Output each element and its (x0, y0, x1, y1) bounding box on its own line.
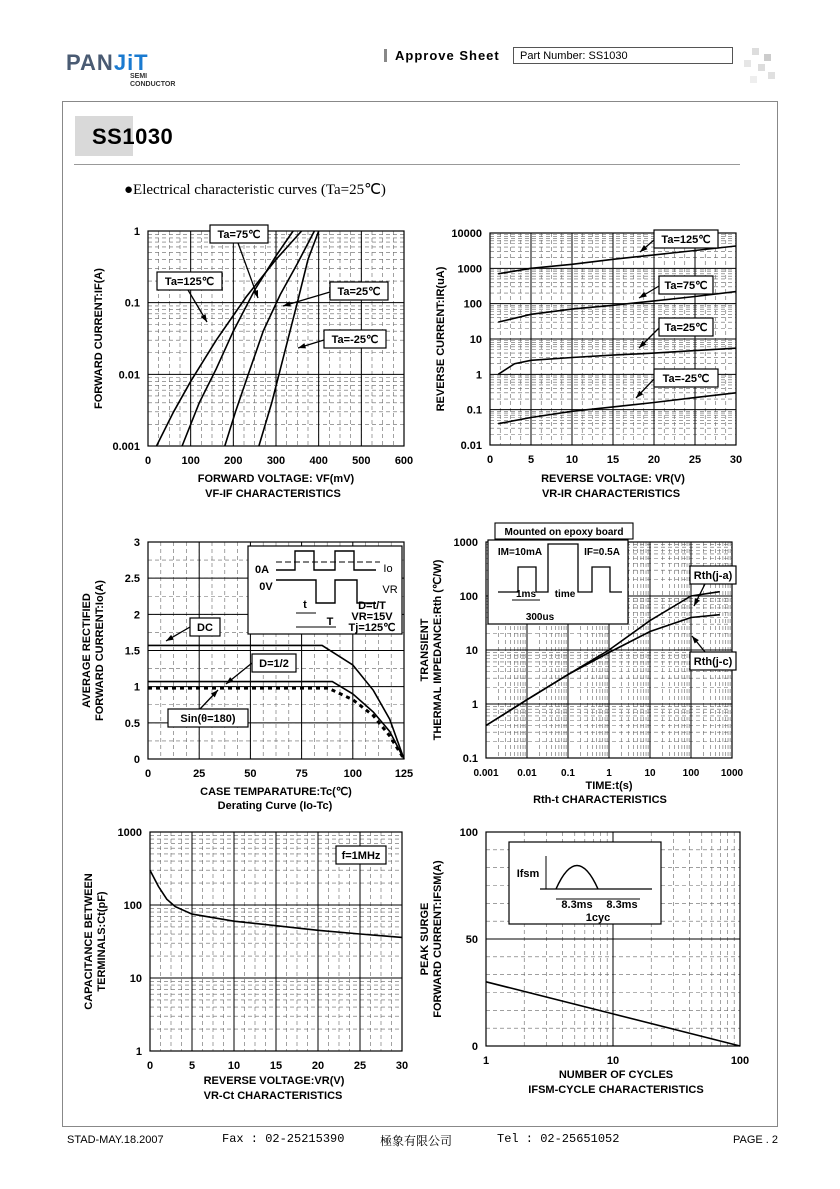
x-tick-label: 15 (269, 1060, 283, 1072)
legend-label (336, 846, 386, 864)
legend-text: Sin(θ=180) (180, 713, 236, 725)
y-axis-label-line1: AVERAGE RECTIFIED (81, 593, 93, 708)
x-tick-label: 5 (188, 1060, 196, 1072)
x-tick-label: 50 (244, 768, 257, 780)
chart-title: IFSM-CYCLE CHARACTERISTICS (528, 1084, 704, 1096)
x-axis-label: REVERSE VOLTAGE: VR(V) (541, 473, 685, 485)
inset-label: D=t/T (358, 600, 386, 612)
chart-5 (83, 827, 408, 1102)
x-axis-label: REVERSE VOLTAGE:VR(V) (203, 1075, 345, 1087)
part-number-value: SS1030 (588, 50, 628, 62)
legend-label (157, 272, 222, 290)
x-tick-label: 10 (644, 768, 656, 779)
inset-label: t (303, 599, 307, 611)
chart-title: Derating Curve (Io-Tc) (217, 800, 333, 812)
y-tick-label: 0 (133, 754, 140, 766)
x-tick-label: 100 (682, 768, 700, 779)
logo-sub-conductor: CONDUCTOR (130, 81, 176, 88)
y-axis-label-line2: FORWARD CURRENT:Io(A) (94, 580, 106, 721)
y-tick-label: 2 (133, 609, 140, 622)
y-tick-label: 1000 (457, 263, 482, 276)
inset-label: Io (383, 563, 393, 575)
x-axis-label: TIME:t(s) (585, 780, 633, 792)
x-tick-label: 20 (311, 1060, 325, 1072)
legend-text: Ta=-25℃ (331, 334, 379, 346)
chart-1 (93, 226, 413, 500)
x-tick-label: 100 (343, 768, 362, 780)
y-axis-label: REVERSE CURRENT:IR(uA) (435, 266, 447, 412)
legend-text: Ta=75℃ (664, 280, 708, 292)
inset-label: 8.3ms (606, 899, 638, 911)
y-axis-label: FORWARD CURRENT:IF(A) (93, 268, 105, 409)
inset-label: 1ms (515, 589, 537, 600)
x-tick-label: 15 (606, 454, 620, 466)
x-tick-label: 1 (606, 768, 612, 779)
inset-label: 300us (525, 612, 555, 623)
inset-label: T (326, 616, 334, 628)
x-tick-label: 0.1 (561, 768, 575, 779)
footer-doc-id: STAD-MAY.18.2007 (67, 1134, 164, 1146)
legend-label (654, 369, 718, 387)
y-axis-label-line1: TRANSIENT (419, 618, 431, 682)
y-axis-label-line2: FORWARD CURRENT:IFSM(A) (432, 860, 444, 1018)
inset-label: 8.3ms (561, 899, 593, 911)
legend-text: Ta=125℃ (661, 234, 711, 246)
logo-pan: PAN (66, 50, 114, 75)
legend-label (659, 276, 713, 294)
footer-page: PAGE . 2 (733, 1134, 779, 1146)
x-tick-label: 125 (394, 768, 414, 780)
y-axis-label (419, 860, 444, 1018)
x-tick-label: 10 (227, 1060, 241, 1072)
chart-title: VR-Ct CHARACTERISTICS (203, 1090, 343, 1102)
chart-title: VF-IF CHARACTERISTICS (205, 488, 341, 500)
inset-label: VR (382, 584, 398, 596)
x-tick-label: 0 (144, 768, 152, 780)
y-tick-label: 0.1 (124, 297, 140, 310)
y-tick-label: 100 (459, 827, 478, 839)
x-tick-label: 0 (144, 455, 152, 467)
y-tick-label: 10 (129, 973, 142, 985)
chart-2 (435, 228, 742, 500)
footer-fax: Fax : 02-25215390 (222, 1132, 345, 1146)
page-title: SS1030 (92, 124, 174, 149)
x-tick-label: 1 (482, 1055, 490, 1067)
x-tick-label: 0.001 (473, 768, 499, 779)
y-axis-label-line2: THERMAL IMPEDANCE:Rth (℃/W) (432, 559, 444, 741)
legend-text: D=1/2 (259, 658, 289, 670)
x-tick-label: 500 (352, 455, 371, 467)
legend-text: Ta=25℃ (337, 286, 381, 298)
legend-text: Ta=-25℃ (662, 373, 710, 385)
y-axis-label (81, 580, 106, 721)
y-tick-label: 100 (463, 298, 482, 311)
x-tick-label: 30 (729, 454, 743, 466)
chart-title: VR-IR CHARACTERISTICS (541, 488, 681, 500)
legend-label (690, 566, 736, 584)
y-axis-label (419, 559, 444, 740)
y-axis-label-line2: TERMINALS:Ct(pF) (96, 891, 108, 992)
part-number-label: Part Number: (520, 50, 586, 62)
y-tick-label: 1 (135, 1046, 142, 1058)
x-tick-label: 0 (486, 454, 494, 466)
y-tick-label: 10000 (451, 228, 482, 240)
inset-label: Tj=125℃ (348, 622, 396, 634)
x-tick-label: 100 (730, 1055, 750, 1067)
y-axis-label (83, 873, 108, 1010)
y-tick-label: 1.5 (124, 645, 140, 658)
y-tick-label: 0.1 (462, 753, 478, 765)
surge-inset (509, 842, 661, 924)
x-tick-label: 30 (395, 1060, 409, 1072)
x-tick-label: 5 (527, 454, 535, 466)
inset-label: 0A (254, 564, 270, 576)
x-axis-label: FORWARD VOLTAGE: VF(mV) (197, 473, 355, 485)
y-tick-label: 2.5 (124, 573, 140, 586)
y-tick-label: 1 (475, 369, 482, 382)
x-tick-label: 20 (647, 454, 661, 466)
x-axis-label: NUMBER OF CYCLES (558, 1069, 674, 1081)
y-tick-label: 1 (133, 681, 140, 694)
inset-label: 1cyc (585, 912, 611, 924)
x-tick-label: 0 (146, 1060, 154, 1072)
footer-tel: Tel : 02-25651052 (497, 1132, 620, 1146)
x-tick-label: 300 (266, 455, 286, 467)
legend-text: Ta=75℃ (217, 229, 261, 241)
legend-label (210, 225, 268, 243)
legend-label (330, 282, 388, 300)
inset-label: 0V (259, 581, 273, 593)
y-tick-label: 1 (471, 699, 478, 711)
inset-label: Ifsm (516, 868, 540, 880)
y-tick-label: 50 (465, 934, 478, 946)
legend-label (190, 618, 220, 636)
y-tick-label: 1 (133, 226, 140, 238)
legend-label (168, 709, 248, 727)
y-tick-label: 0.01 (118, 369, 140, 382)
legend-text: Rth(j-a) (693, 570, 733, 582)
logo-sub-semi: SEMI (130, 73, 148, 80)
legend-label (690, 652, 736, 670)
x-tick-label: 1000 (720, 768, 744, 779)
y-tick-label: 0.5 (124, 717, 140, 730)
x-tick-label: 0.01 (517, 768, 537, 779)
logo-jit: JiT (113, 50, 149, 75)
y-tick-label: 0.01 (460, 440, 482, 452)
y-tick-label: 0.1 (466, 404, 482, 417)
inset-label: VR=15V (351, 611, 393, 623)
legend-text: DC (197, 622, 213, 634)
inset-header: Mounted on epoxy board (504, 527, 624, 538)
x-tick-label: 200 (224, 455, 243, 467)
x-axis-label: CASE TEMPARATURE:Tc(℃) (200, 786, 352, 798)
legend-text: f=1MHz (341, 850, 381, 862)
thermal-inset (488, 523, 633, 624)
waveform-inset (248, 546, 402, 634)
inset-label: IM=10mA (497, 547, 543, 558)
inset-label: time (554, 589, 576, 600)
x-tick-label: 25 (688, 454, 702, 466)
x-tick-label: 600 (394, 455, 414, 467)
footer-company: 極象有限公司 (380, 1135, 453, 1149)
y-tick-label: 3 (133, 537, 140, 549)
y-tick-label: 1000 (453, 537, 478, 549)
legend-label (659, 318, 713, 336)
x-tick-label: 400 (309, 455, 328, 467)
y-tick-label: 0 (471, 1041, 478, 1053)
section-title: ●Electrical characteristic curves (Ta=25℃) (124, 182, 386, 198)
legend-label (252, 654, 296, 672)
x-tick-label: 75 (295, 768, 308, 780)
x-tick-label: 10 (565, 454, 579, 466)
x-tick-label: 100 (181, 455, 200, 467)
approve-sheet-label: Approve Sheet (384, 48, 500, 63)
legend-text: Rth(j-c) (693, 656, 733, 668)
y-axis-label-line1: CAPACITANCE BETWEEN (83, 873, 95, 1010)
x-tick-label: 25 (193, 768, 206, 780)
legend-text: Ta=125℃ (164, 276, 215, 288)
legend-label (654, 230, 718, 248)
y-tick-label: 1000 (117, 827, 142, 839)
y-tick-label: 10 (465, 645, 478, 657)
y-axis-label-line1: PEAK SURGE (419, 902, 431, 976)
y-tick-label: 10 (469, 334, 482, 346)
legend-label (324, 330, 386, 348)
chart-title: Rth-t CHARACTERISTICS (533, 794, 667, 806)
y-tick-label: 100 (459, 591, 478, 603)
x-tick-label: 25 (353, 1060, 367, 1072)
y-tick-label: 0.001 (112, 441, 140, 453)
y-tick-label: 100 (123, 900, 142, 912)
legend-text: Ta=25℃ (664, 322, 708, 334)
x-tick-label: 10 (606, 1055, 620, 1067)
inset-label: IF=0.5A (584, 547, 620, 558)
